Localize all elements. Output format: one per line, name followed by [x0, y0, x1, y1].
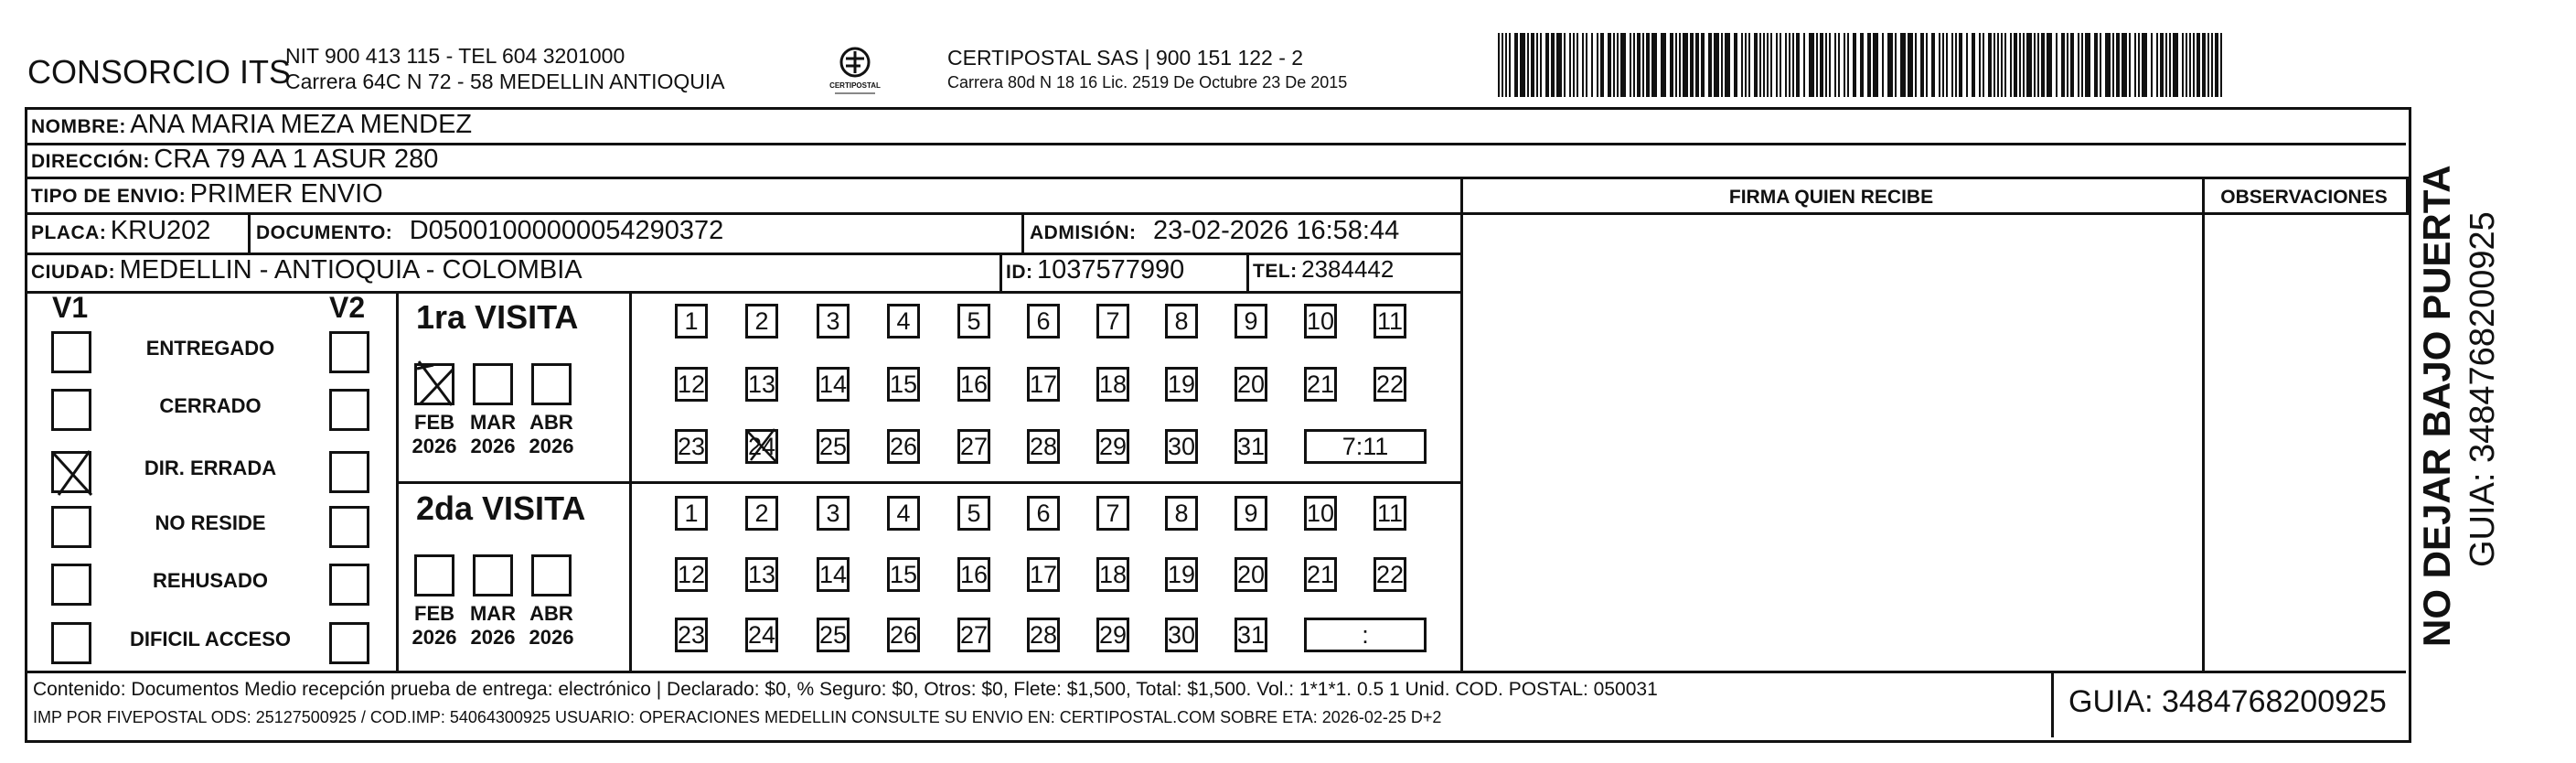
- company-address: Carrera 64C N 72 - 58 MEDELLIN ANTIOQUIA: [285, 70, 725, 93]
- month-year: 2026: [470, 435, 516, 457]
- company-name: CONSORCIO ITS: [27, 53, 292, 91]
- status-label: DIR. ERRADA: [144, 457, 277, 479]
- id-key: ID:: [1006, 262, 1033, 283]
- month-year: 2026: [529, 435, 574, 457]
- month-checkbox[interactable]: [531, 363, 572, 405]
- day-box[interactable]: 28: [1027, 618, 1060, 652]
- v1-checkbox[interactable]: [51, 506, 91, 548]
- v1-label: V1: [52, 291, 89, 324]
- day-box[interactable]: 16: [957, 557, 990, 592]
- v2-checkbox[interactable]: [329, 389, 369, 431]
- day-box[interactable]: 7: [1096, 304, 1129, 339]
- day-box[interactable]: 27: [957, 618, 990, 652]
- day-box[interactable]: 24: [745, 618, 778, 652]
- status-label: REHUSADO: [153, 569, 268, 592]
- side-guia: GUIA: 3484768200925: [2464, 211, 2502, 567]
- day-box[interactable]: 30: [1165, 618, 1198, 652]
- day-box[interactable]: 25: [817, 429, 850, 464]
- day-box[interactable]: 23: [675, 618, 708, 652]
- field-id: [1006, 255, 1184, 285]
- status-label: DIFICIL ACCESO: [129, 628, 291, 650]
- tipo-key: TIPO DE ENVIO:: [31, 186, 187, 207]
- month-name: MAR: [469, 602, 517, 625]
- day-box[interactable]: 12: [675, 367, 708, 402]
- first-visit-title: 1ra VISITA: [416, 298, 579, 336]
- field-nombre: [31, 110, 472, 140]
- day-box[interactable]: 8: [1165, 496, 1198, 531]
- status-label: ENTREGADO: [145, 337, 275, 360]
- month-label: [406, 602, 463, 650]
- documento-value: D05001000000054290372: [409, 216, 724, 245]
- month-year: 2026: [412, 626, 457, 649]
- month-year: 2026: [529, 626, 574, 649]
- admision-key: ADMISIÓN:: [1030, 222, 1137, 243]
- day-box[interactable]: 2: [745, 304, 778, 339]
- day-box[interactable]: 20: [1235, 367, 1267, 402]
- day-box[interactable]: 12: [675, 557, 708, 592]
- day-box[interactable]: 30: [1165, 429, 1198, 464]
- month-label: [523, 602, 580, 650]
- month-checkbox[interactable]: [414, 554, 454, 596]
- month-label: [465, 602, 521, 650]
- footer-print-info: IMP POR FIVEPOSTAL ODS: 25127500925 / COD.IMP: 54064300925 USUARIO: OPERACIONES MEDELLIN CONSULTE SU ENVIO EN: CERTIPOSTAL.COM SOBRE ETA: 2026-02-25 D+2: [33, 708, 1442, 726]
- ciudad-value: MEDELLIN - ANTIOQUIA - COLOMBIA: [119, 255, 583, 285]
- v1-checkbox[interactable]: [51, 564, 91, 606]
- status-label: NO RESIDE: [155, 511, 266, 534]
- v2-checkbox[interactable]: [329, 331, 369, 373]
- day-box[interactable]: 10: [1304, 496, 1337, 531]
- v2-label: V2: [329, 291, 366, 324]
- month-checkbox[interactable]: [473, 554, 513, 596]
- field-placa: [31, 216, 210, 246]
- day-box[interactable]: 1: [675, 496, 708, 531]
- day-box[interactable]: 21: [1304, 557, 1337, 592]
- day-box[interactable]: 17: [1027, 557, 1060, 592]
- month-name: FEB: [414, 602, 454, 625]
- day-box[interactable]: 2: [745, 496, 778, 531]
- day-box[interactable]: 29: [1096, 429, 1129, 464]
- month-name: ABR: [529, 411, 573, 434]
- field-documento: [256, 216, 723, 246]
- direccion-key: DIRECCIÓN:: [31, 151, 150, 172]
- day-box[interactable]: 9: [1235, 304, 1267, 339]
- v1-check-mark: [49, 447, 95, 499]
- firma-header: FIRMA QUIEN RECIBE: [1728, 187, 1934, 208]
- field-direccion: [31, 145, 438, 175]
- day-box[interactable]: 6: [1027, 304, 1060, 339]
- carrier-line: CERTIPOSTAL SAS | 900 151 122 - 2: [947, 46, 1304, 70]
- nombre-value: ANA MARIA MEZA MENDEZ: [130, 110, 473, 139]
- day-box[interactable]: 18: [1096, 557, 1129, 592]
- month-mark: [412, 356, 461, 411]
- day-box[interactable]: 10: [1304, 304, 1337, 339]
- month-label: [406, 411, 463, 458]
- month-name: FEB: [414, 411, 454, 434]
- admision-value: 23-02-2026 16:58:44: [1152, 216, 1400, 245]
- footer-guia: GUIA: 3484768200925: [2068, 684, 2387, 719]
- placa-value: KRU202: [110, 216, 211, 245]
- v2-checkbox[interactable]: [329, 506, 369, 548]
- day-mark: [743, 425, 782, 467]
- side-warning: NO DEJAR BAJO PUERTA: [2415, 165, 2458, 647]
- day-box[interactable]: 3: [817, 304, 850, 339]
- carrier-address: Carrera 80d N 18 16 Lic. 2519 De Octubre 23 De 2015: [947, 73, 1348, 91]
- day-box[interactable]: 15: [887, 367, 920, 402]
- time-box[interactable]: :: [1304, 618, 1427, 652]
- documento-key: DOCUMENTO:: [256, 222, 393, 243]
- day-box[interactable]: 1: [675, 304, 708, 339]
- day-box[interactable]: 19: [1165, 557, 1198, 592]
- month-name: MAR: [469, 411, 517, 434]
- v2-checkbox[interactable]: [329, 622, 369, 664]
- ciudad-key: CIUDAD:: [31, 262, 116, 283]
- field-admision: [1030, 216, 1399, 246]
- certipostal-logo: [828, 42, 882, 99]
- placa-key: PLACA:: [31, 222, 107, 243]
- day-box[interactable]: 23: [675, 429, 708, 464]
- v1-checkbox[interactable]: [51, 622, 91, 664]
- day-box[interactable]: 4: [887, 496, 920, 531]
- day-box[interactable]: 3: [817, 496, 850, 531]
- day-box[interactable]: 7: [1096, 496, 1129, 531]
- day-box[interactable]: 4: [887, 304, 920, 339]
- day-box[interactable]: 14: [817, 367, 850, 402]
- company-nit: NIT 900 413 115 - TEL 604 3201000: [285, 44, 625, 68]
- day-box[interactable]: 9: [1235, 496, 1267, 531]
- v1-checkbox[interactable]: [51, 331, 91, 373]
- month-checkbox[interactable]: [531, 554, 572, 596]
- id-value: 1037577990: [1036, 255, 1185, 285]
- field-ciudad: [31, 255, 583, 285]
- month-year: 2026: [412, 435, 457, 457]
- month-label: [523, 411, 580, 458]
- day-box[interactable]: 17: [1027, 367, 1060, 402]
- day-box[interactable]: 22: [1374, 557, 1406, 592]
- day-box[interactable]: 5: [957, 304, 990, 339]
- day-box[interactable]: 13: [745, 557, 778, 592]
- day-box[interactable]: 11: [1374, 496, 1406, 531]
- second-visit-title: 2da VISITA: [416, 489, 586, 527]
- day-box[interactable]: 24: [745, 429, 778, 464]
- day-box[interactable]: 16: [957, 367, 990, 402]
- day-box[interactable]: 25: [817, 618, 850, 652]
- day-box[interactable]: 22: [1374, 367, 1406, 402]
- day-box[interactable]: 19: [1165, 367, 1198, 402]
- day-box[interactable]: 20: [1235, 557, 1267, 592]
- day-box[interactable]: 26: [887, 618, 920, 652]
- footer-contents: Contenido: Documentos Medio recepción prueba de entrega: electrónico | Declarado: $0, % Seguro: $0, Otros: $0, Flete: $1,500, Total: $1,500. Vol.: 1*1*1. 0.5 1 Unid. COD. POSTAL: 050031: [33, 679, 1658, 700]
- field-tipo: [31, 179, 383, 210]
- field-tel: [1253, 255, 1394, 284]
- time-box[interactable]: 7:11: [1304, 429, 1427, 464]
- observaciones-header: OBSERVACIONES: [2220, 187, 2388, 208]
- month-year: 2026: [470, 626, 516, 649]
- tel-key: TEL:: [1253, 261, 1298, 282]
- day-box[interactable]: 8: [1165, 304, 1198, 339]
- day-box[interactable]: 29: [1096, 618, 1129, 652]
- day-box[interactable]: 31: [1235, 429, 1267, 464]
- day-box[interactable]: 26: [887, 429, 920, 464]
- day-box[interactable]: 14: [817, 557, 850, 592]
- day-box[interactable]: 11: [1374, 304, 1406, 339]
- day-box[interactable]: 18: [1096, 367, 1129, 402]
- barcode: [1498, 33, 2226, 97]
- day-box[interactable]: 5: [957, 496, 990, 531]
- day-box[interactable]: 13: [745, 367, 778, 402]
- nombre-key: NOMBRE:: [31, 116, 126, 137]
- status-label: CERRADO: [159, 394, 262, 417]
- v2-checkbox[interactable]: [329, 564, 369, 606]
- day-box[interactable]: 6: [1027, 496, 1060, 531]
- day-box[interactable]: 27: [957, 429, 990, 464]
- tipo-value: PRIMER ENVIO: [189, 179, 383, 209]
- logo-text: CERTIPOSTAL: [829, 81, 881, 90]
- v2-checkbox[interactable]: [329, 451, 369, 493]
- month-label: [465, 411, 521, 458]
- day-box[interactable]: 28: [1027, 429, 1060, 464]
- day-box[interactable]: 31: [1235, 618, 1267, 652]
- day-box[interactable]: 15: [887, 557, 920, 592]
- direccion-value: CRA 79 AA 1 ASUR 280: [154, 145, 439, 174]
- month-checkbox[interactable]: [473, 363, 513, 405]
- v1-checkbox[interactable]: [51, 389, 91, 431]
- tel-value: 2384442: [1301, 255, 1395, 283]
- month-name: ABR: [529, 602, 573, 625]
- day-box[interactable]: 21: [1304, 367, 1337, 402]
